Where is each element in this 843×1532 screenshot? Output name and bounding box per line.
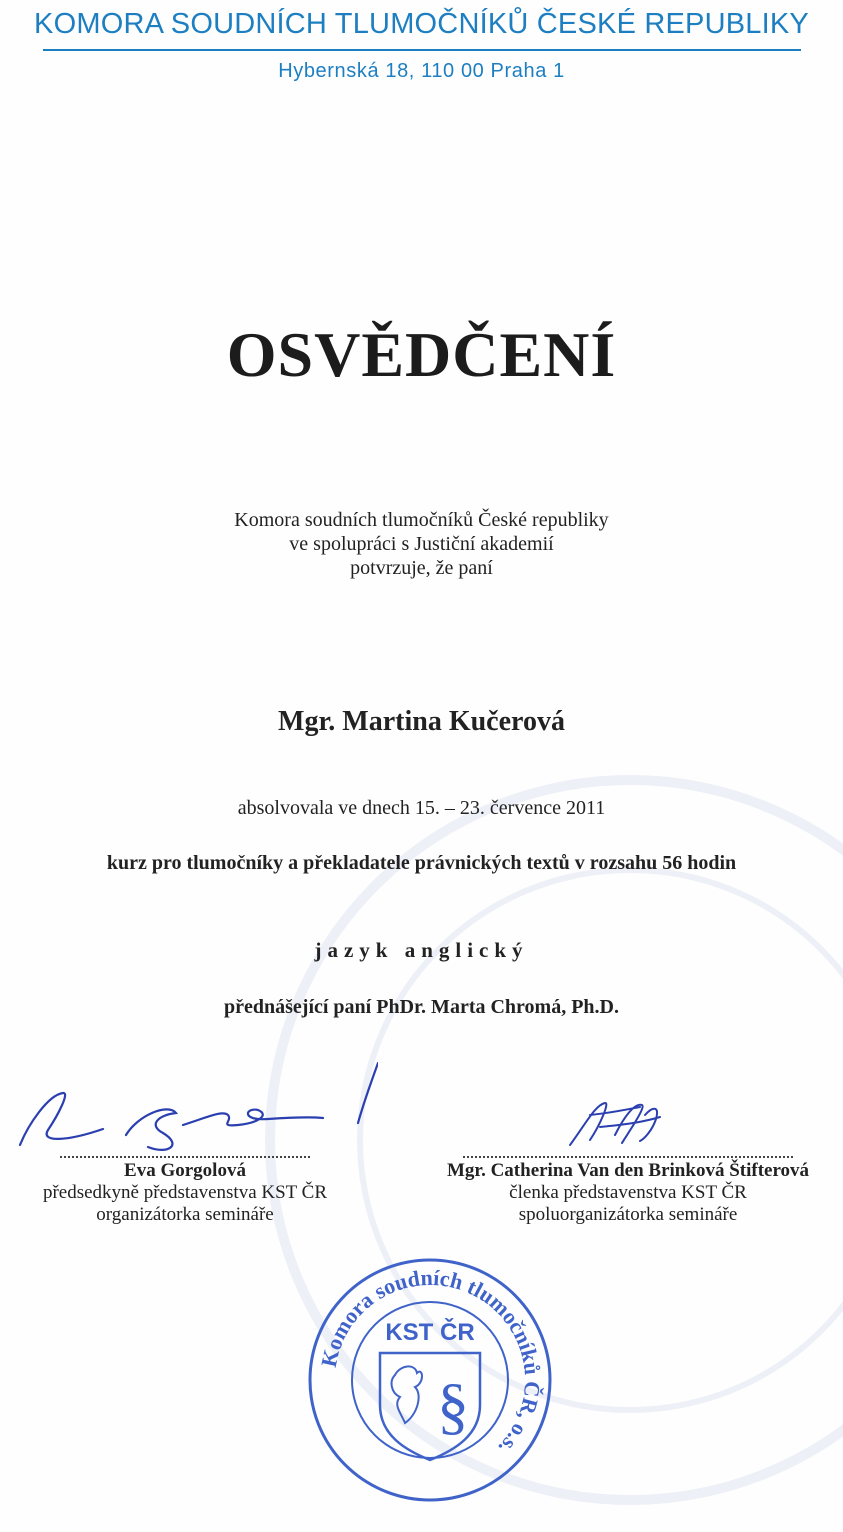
stamp-lion-icon xyxy=(392,1366,422,1423)
signatory-right-role: členka představenstva KST ČR xyxy=(509,1182,747,1203)
organization-header: KOMORA SOUDNÍCH TLUMOČNÍKŮ ČESKÉ REPUBLIKY xyxy=(34,8,809,40)
svg-text:Komora soudních tlumočníků ČR, xyxy=(316,1265,545,1461)
recipient-name: Mgr. Martina Kučerová xyxy=(278,706,565,737)
intro-line-2: ve spolupráci s Justiční akademií xyxy=(289,533,554,555)
signature-right xyxy=(560,1095,670,1155)
lecturer: přednášející paní PhDr. Marta Chromá, Ph.D. xyxy=(224,996,619,1018)
document-title: OSVĚDČENÍ xyxy=(226,319,617,390)
stamp-paragraph-symbol: § xyxy=(437,1370,469,1441)
signatory-left xyxy=(20,1150,350,1226)
stamp-center-text: KST ČR xyxy=(385,1319,475,1346)
official-stamp xyxy=(305,1255,555,1505)
signatory-left-role: předsedkyně představenstva KST ČR xyxy=(42,1182,328,1203)
signatory-right-name: Mgr. Catherina Van den Brinková Štifterová xyxy=(446,1160,810,1181)
signature-line-left xyxy=(60,1150,310,1158)
header-divider xyxy=(43,49,801,51)
signatory-right-function: spoluorganizátorka semináře xyxy=(518,1204,738,1225)
intro-line-3: potvrzuje, že paní xyxy=(350,557,493,579)
intro-text xyxy=(0,508,843,580)
signatory-right xyxy=(393,1150,843,1226)
course-language: jazyk anglický xyxy=(314,938,529,962)
intro-line-1: Komora soudních tlumočníků České republiky xyxy=(234,509,609,531)
signature-line-right xyxy=(463,1150,793,1158)
signatory-left-function: organizátorka semináře xyxy=(96,1204,274,1225)
signature-left xyxy=(8,1055,378,1155)
course-dates: absolvovala ve dnech 15. – 23. července 2011 xyxy=(237,797,606,819)
course-description: kurz pro tlumočníky a překladatele právnických textů v rozsahu 56 hodin xyxy=(106,852,737,874)
stamp-ring-text: Komora soudních tlumočníků ČR, o.s. xyxy=(315,1264,546,1461)
organization-address: Hybernská 18, 110 00 Praha 1 xyxy=(278,60,565,82)
signatory-left-name: Eva Gorgolová xyxy=(124,1160,246,1181)
